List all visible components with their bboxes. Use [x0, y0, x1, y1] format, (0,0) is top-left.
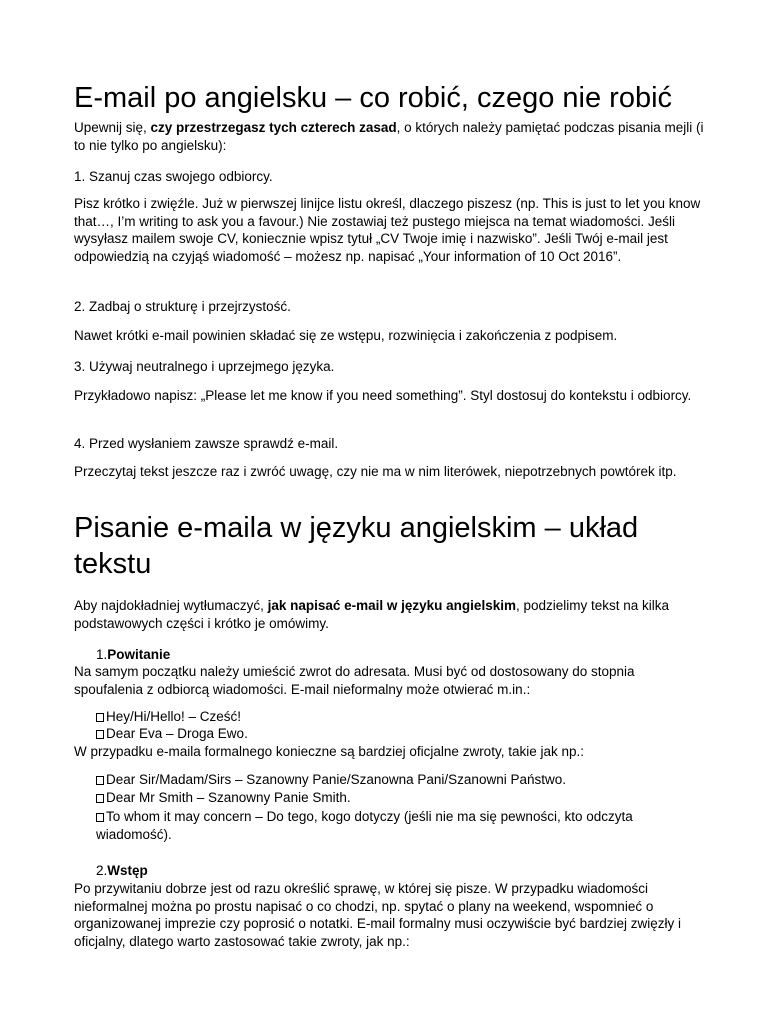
rule-3-heading: 3. Używaj neutralnego i uprzejmego języka.	[74, 359, 335, 374]
section2-intro-bold: jak napisać e-mail w języku angielskim	[267, 598, 516, 613]
part-2-number: 2.	[96, 863, 108, 878]
rule-4-heading: 4. Przed wysłaniem zawsze sprawdź e-mail.	[74, 436, 339, 451]
checkbox-icon	[96, 813, 104, 822]
part-1-label: Powitanie	[107, 647, 171, 662]
checkbox-icon	[96, 794, 104, 803]
section1-intro-pre: Upewnij się,	[74, 120, 151, 135]
part-2-label: Wstęp	[107, 863, 148, 878]
rule-1-body: Pisz krótko i zwięźle. Już w pierwszej linijce listu określ, dlaczego piszesz (np. This is just to let you know that…, I’m writing to ask you a favour.) Nie zostawiaj też pustego miejsca na temat wiadomości. Jeśli wysyłasz mailem swoje CV, koniecznie wpisz tytuł „CV Twoje imię i nazwisko”. Jeśli Twój e-mail jest odpowiedzią na czyjąś wiadomość – możesz np. napisać „Your information of 10 Oct 2016”.	[74, 196, 701, 264]
informal-greeting-text: Hey/Hi/Hello! – Cześć!	[106, 709, 242, 724]
checkbox-icon	[96, 713, 104, 722]
part-1-heading	[96, 646, 170, 663]
formal-greeting-text: Dear Sir/Madam/Sirs – Szanowny Panie/Szanowna Pani/Szanowni Państwo.	[106, 772, 566, 787]
section1-title: E-mail po angielsku – co robić, czego nie robić	[74, 82, 673, 114]
section1-intro	[74, 119, 704, 154]
informal-greeting-item	[96, 708, 696, 726]
rule-1-heading: 1. Szanuj czas swojego odbiorcy.	[74, 169, 273, 184]
section1-intro-post: , o których należy pamiętać podczas pisania mejli (i to nie tylko po angielsku):	[74, 120, 704, 153]
part-1-number: 1.	[96, 647, 108, 662]
rule-2-body: Nawet krótki e-mail powinien składać się ze wstępu, rozwinięcia i zakończenia z podpisem.	[74, 328, 618, 343]
section2-title: Pisanie e-maila w języku angielskim – układ tekstu	[74, 512, 639, 580]
informal-greeting-text: Dear Eva – Droga Ewo.	[106, 726, 248, 741]
part-2-body: Po przywitaniu dobrze jest od razu określić sprawę, w której się pisze. W przypadku wiadomości nieformalnej można po prostu napisać o co chodzi, np. spytać o plany na weekend, wspomnieć o organizowanej imprezie czy poprosić o notatki. E-mail formalny musi oczywiście być bardziej zwięzły i oficjalny, dlatego warto zastosować takie zwroty, jak np.:	[74, 881, 681, 949]
rule-3-body: Przykładowo napisz: „Please let me know if you need something”. Styl dostosuj do kontekstu i odbiorcy.	[74, 388, 692, 403]
formal-greeting-item	[96, 771, 696, 789]
section1-intro-bold: czy przestrzegasz tych czterech zasad	[150, 120, 397, 135]
checkbox-icon	[96, 730, 104, 739]
part-2-heading	[96, 862, 148, 879]
part-1-body: Na samym początku należy umieścić zwrot do adresata. Musi być od dostosowany do stopnia spoufalenia z odbiorcą wiadomości. E-mail nieformalny może otwierać m.in.:	[74, 664, 635, 697]
rule-2-heading: 2. Zadbaj o strukturę i przejrzystość.	[74, 299, 291, 314]
formal-greeting-item	[96, 808, 696, 843]
informal-greeting-item	[96, 725, 696, 743]
formal-greeting-text: To whom it may concern – Do tego, kogo dotyczy (jeśli nie ma się pewności, kto odczyta wiadomość).	[96, 809, 633, 842]
formal-intro: W przypadku e-maila formalnego konieczne są bardziej oficjalne zwroty, takie jak np.:	[74, 744, 584, 759]
checkbox-icon	[96, 776, 104, 785]
section2-intro-post: , podzielimy tekst na kilka podstawowych części i krótko je omówimy.	[74, 598, 670, 631]
section2-intro	[74, 597, 704, 632]
formal-greeting-text: Dear Mr Smith – Szanowny Panie Smith.	[106, 790, 351, 805]
rule-4-body: Przeczytaj tekst jeszcze raz i zwróć uwagę, czy nie ma w nim literówek, niepotrzebnych powtórek itp.	[74, 464, 677, 479]
section2-intro-pre: Aby najdokładniej wytłumaczyć,	[74, 598, 268, 613]
formal-greeting-item	[96, 789, 696, 807]
